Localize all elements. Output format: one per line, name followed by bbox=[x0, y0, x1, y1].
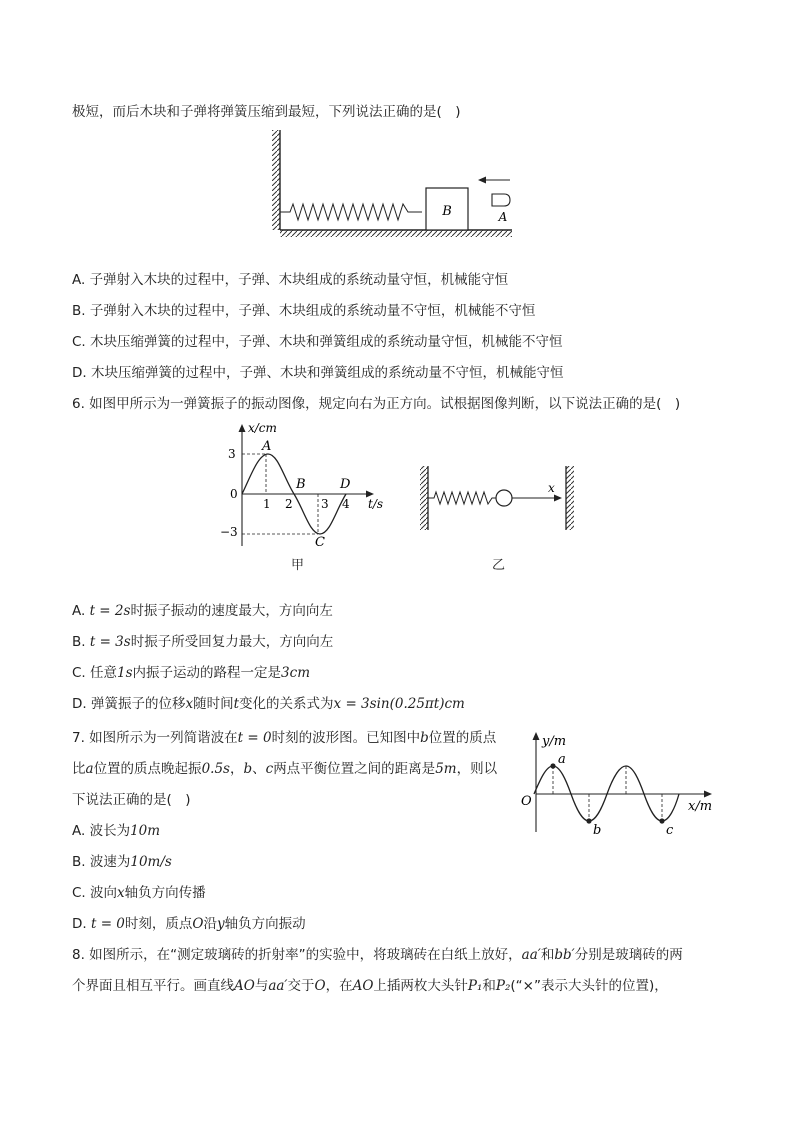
q7-stem-line-2 bbox=[72, 759, 497, 779]
q5-option-d: D. 木块压缩弹簧的过程中，子弹、木块和弹簧组成的系统动量不守恒，机械能守恒 bbox=[72, 365, 564, 381]
x-tick-4: 4 bbox=[342, 497, 350, 511]
q8-l2-m3: O bbox=[314, 978, 326, 994]
q6-c-math: 1s bbox=[117, 665, 133, 681]
q8-l2-m6: P₂ bbox=[495, 978, 511, 994]
q6-stem: 6. 如图甲所示为一弹簧振子的振动图像，规定向右为正方向。试根据图像判断，以下说法正确的是( ) bbox=[72, 396, 681, 412]
q8-line-1 bbox=[72, 945, 683, 965]
q7-l2-d: 、 bbox=[252, 761, 266, 777]
origin-label: 0 bbox=[230, 487, 238, 501]
x-tick-1: 1 bbox=[263, 497, 271, 511]
q7-stem-line-3: 下说法正确的是( ) bbox=[72, 792, 191, 808]
q7-l1-a: 7. 如图所示为一列简谐波在 bbox=[72, 730, 238, 746]
caption-yi: 乙 bbox=[492, 558, 506, 573]
x-tick-3: 3 bbox=[321, 497, 329, 511]
q7-a-pre: A. 波长为 bbox=[72, 823, 131, 839]
q8-l1-b: 和 bbox=[540, 947, 555, 963]
left-wall-hatch bbox=[420, 466, 428, 530]
q7-l2-m3: b bbox=[243, 761, 253, 777]
q7-option-b bbox=[72, 852, 172, 872]
wave-point-a-label: a bbox=[558, 752, 566, 767]
q6-vibration-graph bbox=[218, 418, 398, 550]
q7-l2-m5: 5m bbox=[435, 761, 457, 777]
q6-a-pre: A. bbox=[72, 603, 90, 619]
q7-b-pre: B. 波速为 bbox=[72, 854, 131, 870]
q8-l2-f: 和 bbox=[482, 978, 496, 994]
q7-c-math: x bbox=[117, 885, 125, 901]
q6-b-math: t = 3s bbox=[89, 634, 131, 650]
q7-d-math2: O bbox=[192, 916, 204, 932]
bullet-a bbox=[492, 194, 510, 206]
q8-l1-m1: aa′ bbox=[521, 947, 541, 963]
wall-hatch bbox=[272, 130, 280, 230]
q6-option-b bbox=[72, 632, 333, 652]
spring-2 bbox=[428, 492, 496, 504]
q7-l2-m1: a bbox=[85, 761, 94, 777]
point-a-label: A bbox=[262, 439, 272, 454]
q5-stem-tail: 极短，而后木块和子弹将弹簧压缩到最短，下列说法正确的是( ) bbox=[72, 104, 461, 120]
q5-option-c: C. 木块压缩弹簧的过程中，子弹、木块和弹簧组成的系统动量守恒，机械能不守恒 bbox=[72, 334, 563, 350]
q8-l2-m5: P₁ bbox=[467, 978, 483, 994]
wave-point-b-label: b bbox=[593, 823, 602, 836]
q7-a-math: 10m bbox=[130, 823, 161, 839]
q6-spring-oscillator-figure bbox=[416, 464, 578, 534]
q8-l2-c: 交于 bbox=[287, 978, 315, 994]
q6-c-mid: 内振子运动的路程一定是 bbox=[132, 665, 282, 681]
q5-spring-block-figure bbox=[262, 126, 522, 238]
y-tick-neg3: −3 bbox=[220, 525, 238, 539]
q5-option-a: A. 子弹射入木块的过程中，子弹、木块组成的系统动量守恒，机械能守恒 bbox=[72, 272, 509, 288]
q7-l2-a: 比 bbox=[72, 761, 86, 777]
q7-l1-m1: t = 0 bbox=[237, 730, 272, 746]
q6-option-c bbox=[72, 663, 310, 683]
q8-l2-m4: AO bbox=[352, 978, 374, 994]
q7-d-math: t = 0 bbox=[90, 916, 125, 932]
q5-option-b: B. 子弹射入木块的过程中，子弹、木块组成的系统动量不守恒，机械能不守恒 bbox=[72, 303, 536, 319]
q7-d-post: 轴负方向振动 bbox=[224, 916, 306, 932]
q8-l2-m2: aa′ bbox=[268, 978, 288, 994]
q7-l2-b: 位置的质点晚起振 bbox=[93, 761, 202, 777]
q6-d-pre: D. 弹簧振子的位移 bbox=[72, 696, 186, 712]
velocity-arrowhead bbox=[478, 177, 486, 184]
wave-origin-label: O bbox=[521, 794, 532, 809]
q7-l2-c: ， bbox=[229, 761, 244, 777]
right-wall-hatch bbox=[566, 466, 574, 530]
q8-line-2 bbox=[72, 976, 668, 996]
oscillator-ball bbox=[496, 490, 512, 506]
x-direction-label: x bbox=[548, 481, 555, 495]
q8-l2-g: (“×”表示大头针的位置)， bbox=[510, 978, 668, 994]
block-b-label: B bbox=[442, 204, 452, 219]
q6-d-math3: x = 3sin(0.25πt)cm bbox=[333, 696, 465, 712]
q6-b-post: 时振子所受回复力最大，方向向左 bbox=[130, 634, 334, 650]
q7-c-pre: C. 波向 bbox=[72, 885, 118, 901]
point-b-label: B bbox=[296, 477, 306, 492]
q7-option-d bbox=[72, 914, 306, 934]
q7-l2-m2: 0.5s bbox=[201, 761, 230, 777]
q6-d-mid: 随时间 bbox=[193, 696, 234, 712]
q8-l2-e: 上插两枚大头针 bbox=[373, 978, 468, 994]
q7-l2-f: ，则以 bbox=[456, 761, 498, 777]
q6-d-math2: t bbox=[233, 696, 240, 712]
q7-d-math3: y bbox=[216, 916, 225, 932]
floor-hatch bbox=[280, 230, 512, 237]
spring bbox=[280, 204, 422, 220]
x-axis-label: x/cm bbox=[248, 421, 277, 435]
q7-d-mid: 时刻，质点 bbox=[124, 916, 193, 932]
q7-option-a bbox=[72, 821, 160, 841]
q6-d-mid2: 变化的关系式为 bbox=[239, 696, 334, 712]
q7-l1-m2: b bbox=[420, 730, 429, 746]
q8-l2-a: 个界面且相互平行。画直线 bbox=[72, 978, 234, 994]
q7-l1-c: 位置的质点 bbox=[428, 730, 497, 746]
wave-point-c-label: c bbox=[666, 823, 674, 836]
caption-jia: 甲 bbox=[291, 558, 305, 573]
wave-y-axis-arrow bbox=[533, 732, 540, 740]
q8-l2-b: 与 bbox=[254, 978, 269, 994]
wave-x-label: x/m bbox=[688, 799, 713, 814]
q8-l2-m1: AO bbox=[234, 978, 255, 994]
q7-c-post: 轴负方向传播 bbox=[124, 885, 206, 901]
q6-d-math: x bbox=[185, 696, 194, 712]
q8-l1-c: 分别是玻璃砖的两 bbox=[574, 947, 683, 963]
x-tick-2: 2 bbox=[285, 497, 293, 511]
q7-stem-line-1 bbox=[72, 728, 496, 748]
t-axis-label: t/s bbox=[368, 497, 384, 511]
q7-b-math: 10m/s bbox=[130, 854, 172, 870]
q7-d-mid2: 沿 bbox=[203, 916, 217, 932]
q6-c-pre: C. 任意 bbox=[72, 665, 118, 681]
q7-l2-e: 两点平衡位置之间的距离是 bbox=[273, 761, 436, 777]
q8-l1-a: 8. 如图所示，在“测定玻璃砖的折射率”的实验中，将玻璃砖在白纸上放好， bbox=[72, 947, 522, 963]
q7-d-pre: D. bbox=[72, 916, 91, 932]
point-d-label: D bbox=[340, 477, 351, 492]
wave-y-label: y/m bbox=[542, 734, 567, 749]
q7-option-c bbox=[72, 883, 206, 903]
q7-l2-m4: c bbox=[265, 761, 274, 777]
q6-option-a bbox=[72, 601, 333, 621]
x-axis-arrow bbox=[239, 424, 246, 432]
bullet-a-label: A bbox=[498, 210, 508, 224]
q7-l1-b: 时刻的波形图。已知图中 bbox=[271, 730, 421, 746]
q6-option-d bbox=[72, 694, 465, 714]
q8-l1-m2: bb′ bbox=[554, 947, 575, 963]
q6-a-post: 时振子振动的速度最大，方向向左 bbox=[130, 603, 333, 619]
wave-x-axis-arrow bbox=[704, 791, 712, 798]
q6-a-math: t = 2s bbox=[89, 603, 131, 619]
x-direction-arrow bbox=[554, 495, 562, 502]
q7-waveform-graph bbox=[516, 728, 726, 836]
point-c-label: C bbox=[315, 535, 325, 550]
q8-l2-d: ，在 bbox=[325, 978, 353, 994]
q6-c-math2: 3cm bbox=[281, 665, 310, 681]
y-tick-3: 3 bbox=[228, 447, 236, 461]
q6-b-pre: B. bbox=[72, 634, 90, 650]
